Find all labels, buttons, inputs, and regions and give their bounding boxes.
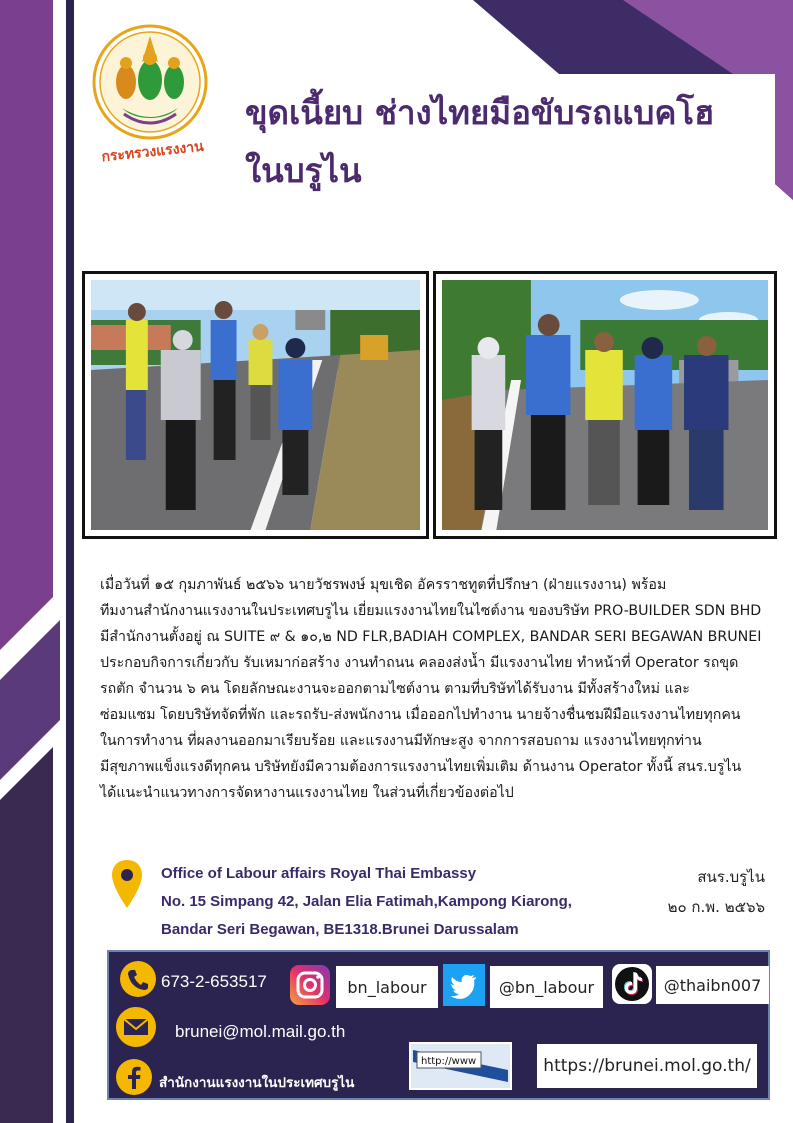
tiktok-icon[interactable] — [612, 964, 652, 1004]
phone-icon — [119, 960, 157, 998]
paragraph-line: มีสำนักงานตั้งอยู่ ณ SUITE ๙ & ๑๐,๒ ND FLR,BADIAH COMPLEX, BANDAR SERI BEGAWAN BRUNEI — [100, 629, 762, 645]
instagram-handle[interactable]: bn_labour — [336, 966, 438, 1008]
photo-frame-right — [433, 271, 777, 539]
paragraph-line: ได้แนะนำแนวทางการจัดหางานแรงงานไทย ในส่วนที่เกี่ยวข้องต่อไป — [100, 785, 514, 801]
logo-caption: กระทรวงแรงงาน — [100, 138, 205, 166]
location-pin-icon — [110, 858, 144, 910]
photo-frame-left — [82, 271, 429, 539]
title-line-1: ขุดเนี้ยบ ช่างไทยมือขับรถแบคโฮ — [245, 93, 715, 132]
ministry-of-labour-logo — [88, 22, 218, 172]
tiktok-handle[interactable]: @thaibn007 — [656, 966, 769, 1004]
email-icon — [113, 1004, 159, 1050]
left-decor-diagonal — [0, 0, 60, 1123]
signature-block — [668, 862, 765, 922]
paragraph-line: ประกอบกิจการเกี่ยวกับ รับเหมาก่อสร้าง งานทำถนน คลองส่งน้ำ มีแรงงานไทย ทำหน้าที่ Operator รถขุด — [100, 655, 739, 671]
paragraph-line: ซ่อมแซม โดยบริษัทจัดที่พัก และรถรับ-ส่งพนักงาน เมื่อออกไปทำงาน นายจ้างชื่นชมฝีมือแรงงานไทยทุกคน — [100, 707, 741, 723]
paragraph-line: รถตัก จำนวน ๖ คน โดยลักษณะงานจะออกตามไซต์งาน ตามที่บริษัทได้รับงาน มีทั้งสร้างใหม่ และ — [100, 681, 690, 697]
office-address — [161, 860, 572, 944]
phone-number[interactable]: 673-2-653517 — [161, 972, 267, 991]
signature-office: สนร.บรูไน — [697, 868, 765, 886]
address-line-1: Office of Labour affairs Royal Thai Embassy — [161, 865, 477, 882]
website-link[interactable]: https://brunei.mol.go.th/ — [537, 1044, 757, 1088]
title-line-2: ในบรูไน — [245, 151, 362, 190]
site-visit-photo — [91, 280, 420, 530]
paragraph-line: เมื่อวันที่ ๑๕ กุมภาพันธ์ ๒๕๖๖ นายวัชรพงษ์ มุขเชิด อัครราชทูตที่ปรึกษา (ฝ่ายแรงงาน) พร้อม — [100, 577, 667, 593]
email-address[interactable]: brunei@mol.mail.go.th — [175, 1022, 346, 1041]
left-vertical-line — [66, 0, 74, 1123]
facebook-icon[interactable] — [115, 1058, 153, 1096]
group-photo — [442, 280, 768, 530]
web-address-bar-icon — [409, 1042, 512, 1090]
address-line-3: Bandar Seri Begawan, BE1318.Brunei Darussalam — [161, 921, 519, 938]
facebook-page-name[interactable]: สำนักงานแรงงานในประเทศบรูไน — [159, 1075, 355, 1091]
page-title — [245, 84, 765, 200]
contact-panel — [107, 950, 770, 1100]
instagram-icon[interactable] — [289, 964, 331, 1006]
signature-date: ๒๐ ก.พ. ๒๕๖๖ — [667, 898, 765, 916]
twitter-icon[interactable] — [443, 964, 485, 1006]
address-line-2: No. 15 Simpang 42, Jalan Elia Fatimah,Kampong Kiarong, — [161, 893, 572, 910]
twitter-handle[interactable]: @bn_labour — [490, 966, 603, 1008]
paragraph-line: ในการทำงาน ที่ผลงานออกมาเรียบร้อย และแรงงานมีทักษะสูง จากการสอบถาม แรงงานไทยทุกท่าน — [100, 733, 702, 749]
article-paragraph — [100, 572, 768, 806]
paragraph-line: มีสุขภาพแข็งแรงดีทุกคน บริษัทยังมีความต้องการแรงงานไทยเพิ่มเติม ด้านงาน Operator ทั้งนี้ สนร.บรูไน — [100, 759, 742, 775]
www-label: http://www — [421, 1056, 477, 1067]
paragraph-line: ทีมงานสำนักงานแรงงานในประเทศบรูไน เยี่ยมแรงงานไทยในไซต์งาน ของบริษัท PRO-BUILDER SDN BHD — [100, 603, 762, 619]
